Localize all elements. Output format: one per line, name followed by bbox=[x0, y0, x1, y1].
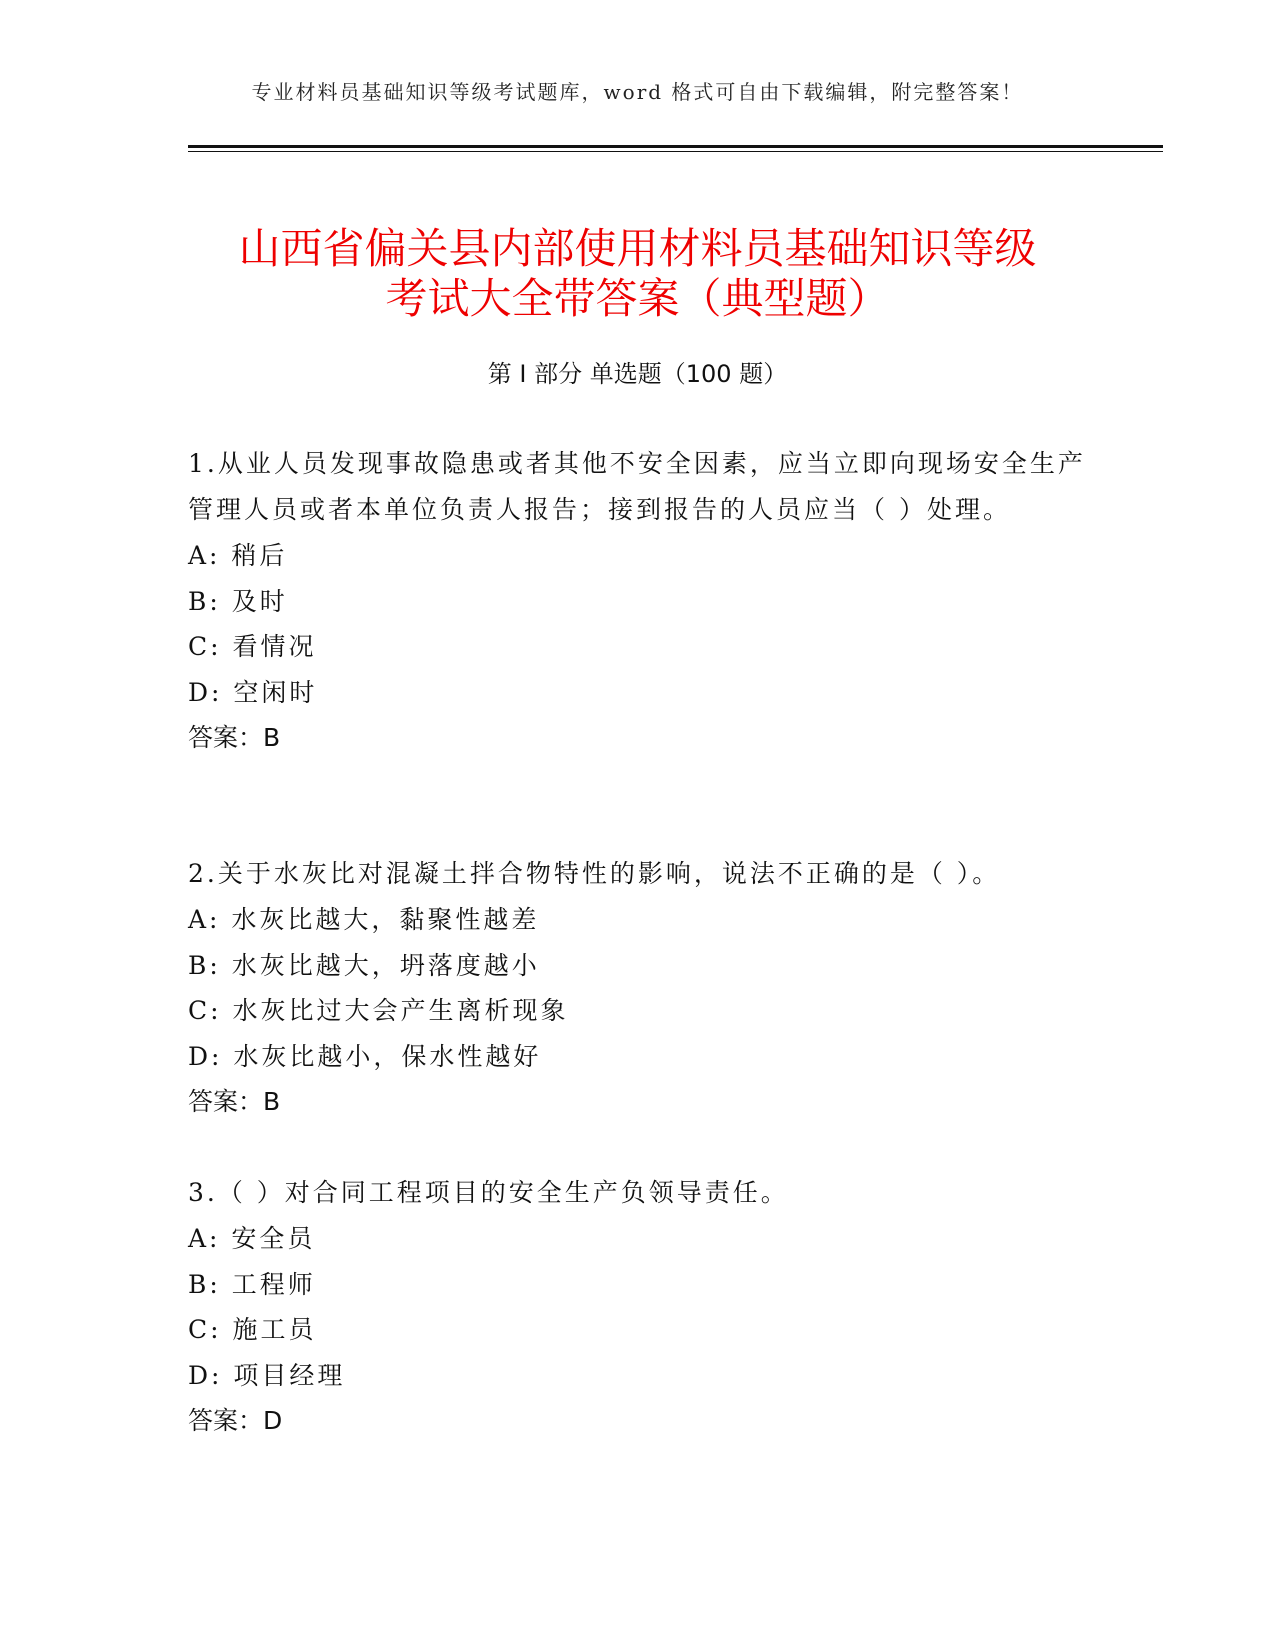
option-c: C: 看情况 bbox=[188, 632, 317, 661]
option-a: A: 安全员 bbox=[188, 1224, 316, 1253]
option-d: D: 水灰比越小，保水性越好 bbox=[188, 1041, 542, 1071]
answer-value: B bbox=[263, 723, 281, 752]
answer-line bbox=[188, 1398, 1088, 1444]
document-title-line-1: 山西省偏关县内部使用材料员基础知识等级 bbox=[238, 224, 1037, 274]
header-divider-thick bbox=[188, 145, 1163, 148]
option-c: C: 水灰比过大会产生离析现象 bbox=[188, 996, 569, 1025]
option-c: C: 施工员 bbox=[188, 1315, 317, 1344]
question-3 bbox=[188, 1170, 1088, 1444]
option-b: B: 及时 bbox=[188, 586, 288, 616]
option-a: A: 水灰比越大，黏聚性越差 bbox=[188, 905, 540, 934]
option-b: B: 水灰比越大，坍落度越小 bbox=[188, 950, 540, 980]
document-title-line-2: 考试大全带答案（典型题） bbox=[385, 274, 890, 324]
answer-line bbox=[188, 715, 1088, 761]
option-d: D: 空闲时 bbox=[188, 677, 318, 707]
question-stem: 2.关于水灰比对混凝土拌合物特性的影响，说法不正确的是（ ）。 bbox=[188, 859, 1001, 888]
question-stem: 1.从业人员发现事故隐患或者其他不安全因素，应当立即向现场安全生产管理人员或者本单位负责人报告；接到报告的人员应当（ ）处理。 bbox=[188, 449, 1086, 524]
answer-value: D bbox=[263, 1406, 283, 1435]
header-divider-thin bbox=[188, 151, 1163, 152]
option-b: B: 工程师 bbox=[188, 1269, 316, 1299]
header-note: 专业材料员基础知识等级考试题库，word 格式可自由下载编辑，附完整答案！ bbox=[251, 80, 1024, 104]
question-stem: 3.（ ）对合同工程项目的安全生产负领导责任。 bbox=[188, 1178, 789, 1207]
answer-prefix: 答案： bbox=[188, 1406, 264, 1435]
document-title bbox=[150, 224, 1125, 324]
option-a: A: 稍后 bbox=[188, 541, 288, 570]
option-d: D: 项目经理 bbox=[188, 1360, 346, 1390]
question-2 bbox=[188, 851, 1088, 1125]
answer-prefix: 答案： bbox=[188, 723, 264, 752]
section-heading: 第 I 部分 单选题（100 题） bbox=[487, 360, 788, 388]
question-1 bbox=[188, 441, 1088, 761]
answer-line bbox=[188, 1079, 1088, 1125]
answer-value: B bbox=[263, 1087, 281, 1116]
answer-prefix: 答案： bbox=[188, 1087, 264, 1116]
